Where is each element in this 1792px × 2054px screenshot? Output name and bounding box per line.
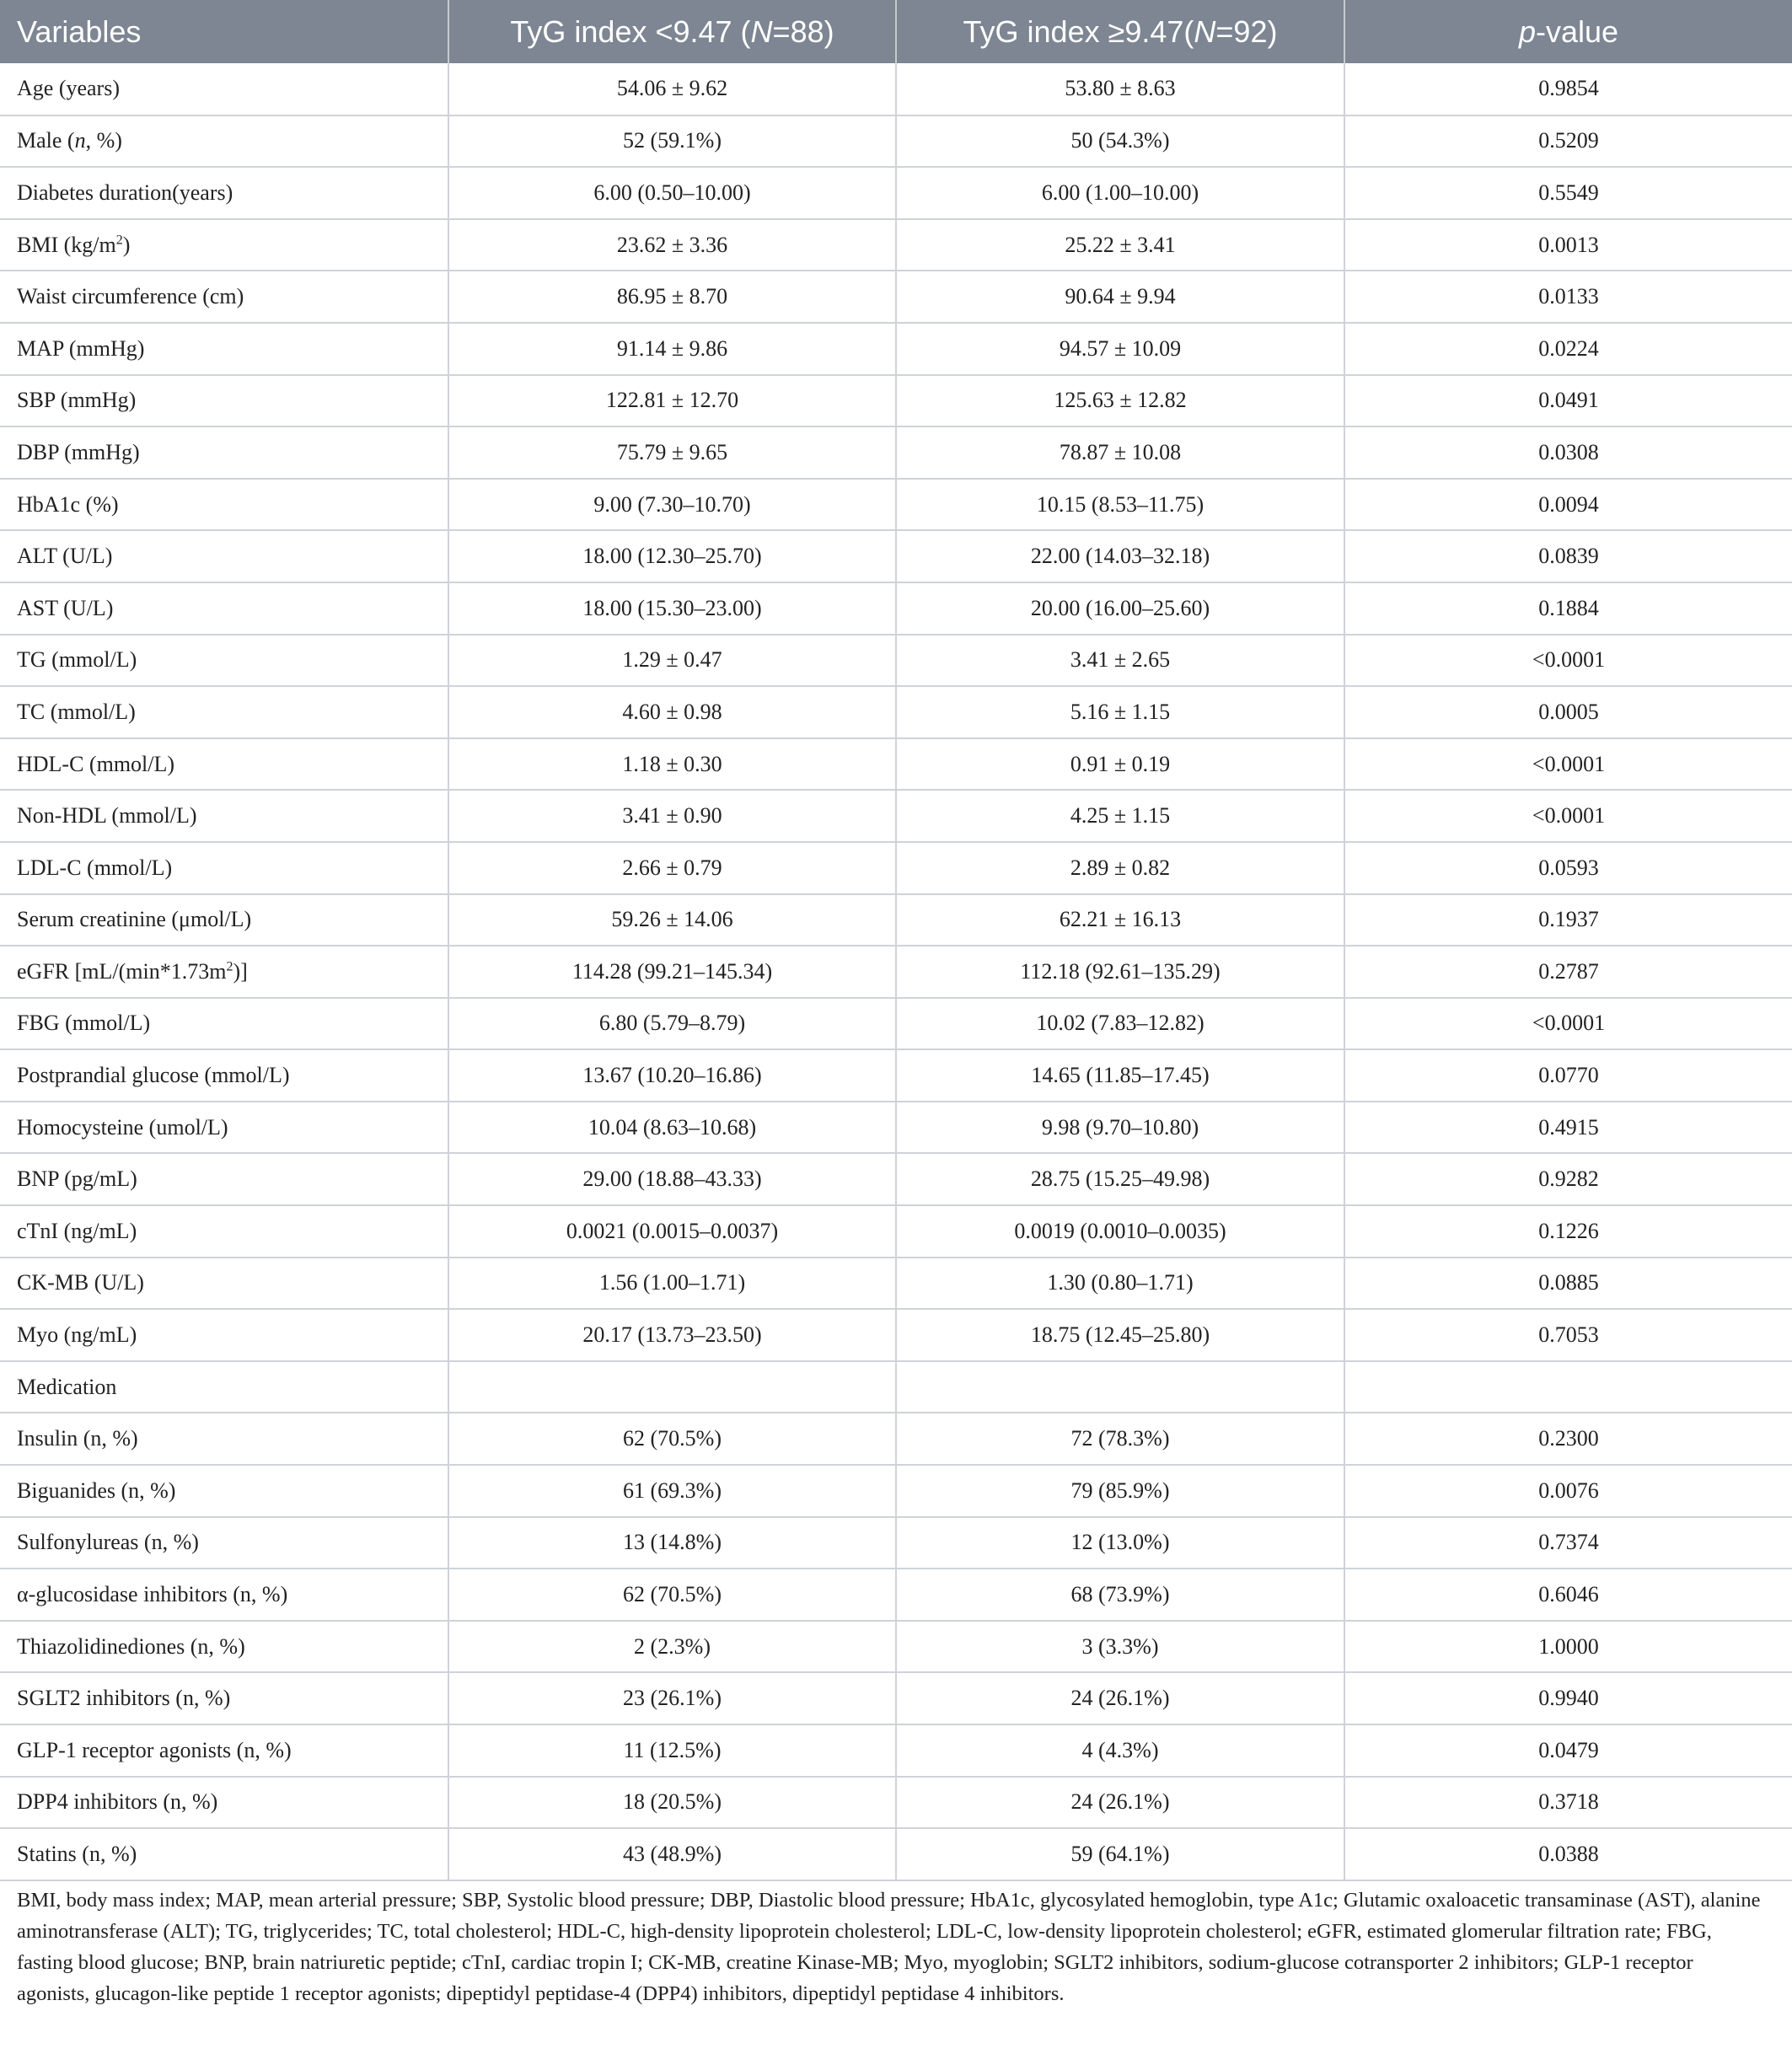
cell-p-value: 0.0479	[1344, 1724, 1792, 1777]
table-row	[0, 1361, 1792, 1413]
cell-high-tyg-value: 12 (13.0%)	[896, 1517, 1344, 1569]
cell-low-tyg-value: 9.00 (7.30–10.70)	[448, 479, 896, 531]
cell-p-value: 0.9854	[1344, 63, 1792, 115]
cell-low-tyg-value: 1.18 ± 0.30	[448, 738, 896, 791]
table-row	[0, 219, 1792, 271]
table-row	[0, 1049, 1792, 1102]
cell-low-tyg-value: 13 (14.8%)	[448, 1517, 896, 1569]
cell-low-tyg-value: 29.00 (18.88–43.33)	[448, 1153, 896, 1205]
cell-p-value: 0.7374	[1344, 1517, 1792, 1569]
cell-high-tyg-value: 79 (85.9%)	[896, 1465, 1344, 1517]
cell-p-value	[1344, 1361, 1792, 1413]
table-row	[0, 635, 1792, 687]
cell-low-tyg-value: 18 (20.5%)	[448, 1777, 896, 1829]
cell-p-value: 0.0388	[1344, 1828, 1792, 1880]
cell-variable: Insulin (n, %)	[17, 1426, 138, 1451]
cell-low-tyg-value: 2 (2.3%)	[448, 1621, 896, 1673]
cell-variable: Serum creatinine (μmol/L)	[17, 907, 252, 932]
table-row	[0, 790, 1792, 842]
cell-high-tyg-value: 10.02 (7.83–12.82)	[896, 998, 1344, 1050]
cell-variable: LDL-C (mmol/L)	[17, 855, 173, 880]
cell-p-value: <0.0001	[1344, 738, 1792, 791]
cell-low-tyg-value: 18.00 (12.30–25.70)	[448, 530, 896, 582]
table-row	[0, 1153, 1792, 1205]
header-p-value: p-value	[1344, 0, 1792, 63]
cell-high-tyg-value: 20.00 (16.00–25.60)	[896, 582, 1344, 635]
table-row	[0, 686, 1792, 738]
cell-p-value: 0.0593	[1344, 842, 1792, 894]
cell-p-value: <0.0001	[1344, 998, 1792, 1050]
header-row	[0, 0, 1792, 63]
cell-high-tyg-value: 2.89 ± 0.82	[896, 842, 1344, 894]
cell-p-value: 0.0133	[1344, 271, 1792, 323]
cell-high-tyg-value: 3.41 ± 2.65	[896, 635, 1344, 687]
cell-variable: Postprandial glucose (mmol/L)	[17, 1063, 290, 1088]
cell-variable: Myo (ng/mL)	[17, 1322, 137, 1348]
table-row	[0, 530, 1792, 582]
cell-p-value: 0.0308	[1344, 426, 1792, 479]
cell-low-tyg-value: 91.14 ± 9.86	[448, 323, 896, 375]
cell-high-tyg-value: 4.25 ± 1.15	[896, 790, 1344, 842]
cell-low-tyg-value: 1.56 (1.00–1.71)	[448, 1258, 896, 1310]
cell-low-tyg-value: 61 (69.3%)	[448, 1465, 896, 1517]
cell-high-tyg-value: 112.18 (92.61–135.29)	[896, 946, 1344, 998]
cell-high-tyg-value: 9.98 (9.70–10.80)	[896, 1102, 1344, 1154]
cell-p-value: 0.0839	[1344, 530, 1792, 582]
cell-low-tyg-value: 62 (70.5%)	[448, 1413, 896, 1465]
table-row	[0, 323, 1792, 375]
cell-variable: eGFR $[mL/(\min*1.73m^2)]$	[17, 958, 248, 984]
table-row	[0, 1672, 1792, 1724]
cell-p-value: <0.0001	[1344, 635, 1792, 687]
header-low-tyg-group: TyG index <9.47 (N=88)	[448, 0, 896, 63]
cell-p-value: 0.0224	[1344, 323, 1792, 375]
table-row	[0, 115, 1792, 168]
cell-low-tyg-value: 10.04 (8.63–10.68)	[448, 1102, 896, 1154]
cell-variable: SGLT2 inhibitors (n, %)	[17, 1686, 231, 1711]
cell-p-value: 0.2787	[1344, 946, 1792, 998]
cell-high-tyg-value: 68 (73.9%)	[896, 1569, 1344, 1621]
cell-high-tyg-value: 59 (64.1%)	[896, 1828, 1344, 1880]
cell-p-value: 0.0885	[1344, 1258, 1792, 1310]
cell-p-value: 0.7053	[1344, 1309, 1792, 1361]
cell-low-tyg-value: 4.60 ± 0.98	[448, 686, 896, 738]
cell-low-tyg-value: 59.26 ± 14.06	[448, 894, 896, 947]
cell-variable: Homocysteine (umol/L)	[17, 1114, 228, 1140]
cell-variable: Statins (n, %)	[17, 1841, 137, 1866]
table-row	[0, 1828, 1792, 1880]
table-body	[0, 63, 1792, 1880]
cell-high-tyg-value: 0.91 ± 0.19	[896, 738, 1344, 791]
cell-low-tyg-value: 20.17 (13.73–23.50)	[448, 1309, 896, 1361]
cell-high-tyg-value: 94.57 ± 10.09	[896, 323, 1344, 375]
cell-high-tyg-value: 125.63 ± 12.82	[896, 375, 1344, 427]
table-row	[0, 375, 1792, 427]
cell-high-tyg-value: 24 (26.1%)	[896, 1672, 1344, 1724]
cell-low-tyg-value: 43 (48.9%)	[448, 1828, 896, 1880]
cell-p-value: 0.9940	[1344, 1672, 1792, 1724]
table-row	[0, 1777, 1792, 1829]
header-high-tyg-group: TyG index ≥9.47(N=92)	[896, 0, 1344, 63]
cell-high-tyg-value: 90.64 ± 9.94	[896, 271, 1344, 323]
cell-high-tyg-value: 28.75 (15.25–49.98)	[896, 1153, 1344, 1205]
cell-p-value: 0.0770	[1344, 1049, 1792, 1102]
table-row	[0, 1621, 1792, 1673]
cell-low-tyg-value: 23.62 ± 3.36	[448, 219, 896, 271]
table-row	[0, 842, 1792, 894]
cell-high-tyg-value: 53.80 ± 8.63	[896, 63, 1344, 115]
cell-high-tyg-value: 4 (4.3%)	[896, 1724, 1344, 1777]
cell-variable: FBG (mmol/L)	[17, 1011, 151, 1036]
cell-low-tyg-value: 52 (59.1%)	[448, 115, 896, 168]
cell-high-tyg-value: 22.00 (14.03–32.18)	[896, 530, 1344, 582]
cell-high-tyg-value: 3 (3.3%)	[896, 1621, 1344, 1673]
header-variables: Variables	[17, 13, 142, 49]
table-row	[0, 1413, 1792, 1465]
cell-high-tyg-value: 0.0019 (0.0010–0.0035)	[896, 1205, 1344, 1258]
cell-low-tyg-value: 6.80 (5.79–8.79)	[448, 998, 896, 1050]
cell-p-value: 0.1884	[1344, 582, 1792, 635]
table-row	[0, 1205, 1792, 1258]
table-row	[0, 1258, 1792, 1310]
cell-variable: cTnI (ng/mL)	[17, 1218, 137, 1243]
cell-high-tyg-value: 78.87 ± 10.08	[896, 426, 1344, 479]
cell-high-tyg-value: 5.16 ± 1.15	[896, 686, 1344, 738]
cell-low-tyg-value: 114.28 (99.21–145.34)	[448, 946, 896, 998]
cell-p-value: 0.4915	[1344, 1102, 1792, 1154]
cell-p-value: 0.1226	[1344, 1205, 1792, 1258]
table-header	[0, 0, 1792, 63]
cell-variable: SBP (mmHg)	[17, 388, 137, 413]
cell-high-tyg-value: 1.30 (0.80–1.71)	[896, 1258, 1344, 1310]
cell-low-tyg-value: 75.79 ± 9.65	[448, 426, 896, 479]
cell-variable: GLP-1 receptor agonists (n, %)	[17, 1737, 292, 1762]
cell-low-tyg-value	[448, 1361, 896, 1413]
cell-variable: AST (U/L)	[17, 595, 114, 620]
cell-low-tyg-value: 18.00 (15.30–23.00)	[448, 582, 896, 635]
cell-low-tyg-value: 6.00 (0.50–10.00)	[448, 167, 896, 219]
cell-high-tyg-value: 6.00 (1.00–10.00)	[896, 167, 1344, 219]
cell-low-tyg-value: 3.41 ± 0.90	[448, 790, 896, 842]
cell-low-tyg-value: 2.66 ± 0.79	[448, 842, 896, 894]
cell-variable: HbA1c (%)	[17, 491, 119, 517]
table-row	[0, 479, 1792, 531]
cell-low-tyg-value: 23 (26.1%)	[448, 1672, 896, 1724]
cell-p-value: 0.0094	[1344, 479, 1792, 531]
cell-p-value: <0.0001	[1344, 790, 1792, 842]
cell-p-value: 0.3718	[1344, 1777, 1792, 1829]
cell-high-tyg-value: 72 (78.3%)	[896, 1413, 1344, 1465]
cell-high-tyg-value: 50 (54.3%)	[896, 115, 1344, 168]
cell-high-tyg-value: 10.15 (8.53–11.75)	[896, 479, 1344, 531]
cell-variable: CK-MB (U/L)	[17, 1270, 144, 1295]
table-row	[0, 1465, 1792, 1517]
cell-low-tyg-value: 122.81 ± 12.70	[448, 375, 896, 427]
cell-high-tyg-value	[896, 1361, 1344, 1413]
table-row	[0, 167, 1792, 219]
cell-p-value: 0.0491	[1344, 375, 1792, 427]
table-footnote: BMI, body mass index; MAP, mean arterial pressure; SBP, Systolic blood pressure; DBP, Diastolic blood pressure; HbA1c, glycosylated hemoglobin, type A1c; Glutamic oxaloacetic transaminase (AST), alanine aminotransferase (ALT); TG, triglycerides; TC, total cholesterol; HDL-C, high-density lipoprotein cholesterol; LDL-C, low-density lipoprotein cholesterol; eGFR, estimated glomerular filtration rate; FBG, fasting blood glucose; BNP, brain natriuretic peptide; cTnI, cardiac tropin I; CK-MB, creatine Kinase-MB; Myo, myoglobin; SGLT2 inhibitors, sodium-glucose cotransporter 2 inhibitors; GLP-1 receptor agonists, glucagon-like peptide 1 receptor agonists; dipeptidyl peptidase-4 (DPP4) inhibitors, dipeptidyl peptidase 4 inhibitors.	[17, 1889, 1761, 2005]
cell-variable: Diabetes duration(years)	[17, 180, 233, 205]
cell-high-tyg-value: 14.65 (11.85–17.45)	[896, 1049, 1344, 1102]
cell-variable: Male (n, %)	[17, 128, 122, 153]
cell-p-value: 0.5209	[1344, 115, 1792, 168]
cell-variable: Sulfonylureas (n, %)	[17, 1530, 199, 1555]
cell-p-value: 0.5549	[1344, 167, 1792, 219]
cell-p-value: 0.1937	[1344, 894, 1792, 947]
table-row	[0, 1517, 1792, 1569]
cell-p-value: 1.0000	[1344, 1621, 1792, 1673]
table-row	[0, 998, 1792, 1050]
table-row	[0, 894, 1792, 947]
table-row	[0, 1102, 1792, 1154]
table-row	[0, 426, 1792, 479]
cell-variable: Thiazolidinediones (n, %)	[17, 1633, 245, 1659]
cell-variable: BNP (pg/mL)	[17, 1166, 137, 1192]
cell-high-tyg-value: 25.22 ± 3.41	[896, 219, 1344, 271]
cell-variable: BMI $(kg/m^2)$	[17, 232, 131, 257]
table-row	[0, 946, 1792, 998]
table-row	[0, 63, 1792, 115]
cell-low-tyg-value: 86.95 ± 8.70	[448, 271, 896, 323]
cell-high-tyg-value: 24 (26.1%)	[896, 1777, 1344, 1829]
cell-variable: TC (mmol/L)	[17, 699, 136, 724]
cell-variable: Biguanides (n, %)	[17, 1477, 176, 1503]
cell-low-tyg-value: 11 (12.5%)	[448, 1724, 896, 1777]
cell-variable: DPP4 inhibitors (n, %)	[17, 1789, 218, 1815]
cell-low-tyg-value: 0.0021 (0.0015–0.0037)	[448, 1205, 896, 1258]
table-row	[0, 271, 1792, 323]
cell-variable: MAP (mmHg)	[17, 335, 145, 361]
cell-variable: DBP (mmHg)	[17, 439, 140, 464]
table-row	[0, 1724, 1792, 1777]
cell-variable: HDL-C (mmol/L)	[17, 751, 175, 776]
cell-low-tyg-value: 54.06 ± 9.62	[448, 63, 896, 115]
cell-p-value: 0.0005	[1344, 686, 1792, 738]
table-row	[0, 738, 1792, 791]
cell-low-tyg-value: 13.67 (10.20–16.86)	[448, 1049, 896, 1102]
cell-p-value: 0.0076	[1344, 1465, 1792, 1517]
cell-low-tyg-value: 1.29 ± 0.47	[448, 635, 896, 687]
cell-variable: TG (mmol/L)	[17, 647, 137, 673]
table-row	[0, 1569, 1792, 1621]
cell-p-value: 0.6046	[1344, 1569, 1792, 1621]
cell-variable: ALT (U/L)	[17, 544, 113, 569]
cell-p-value: 0.2300	[1344, 1413, 1792, 1465]
cell-p-value: 0.0013	[1344, 219, 1792, 271]
cell-variable: Waist circumference (cm)	[17, 284, 244, 309]
cell-p-value: 0.9282	[1344, 1153, 1792, 1205]
cell-high-tyg-value: 18.75 (12.45–25.80)	[896, 1309, 1344, 1361]
table-row	[0, 1309, 1792, 1361]
cell-variable: Medication	[17, 1374, 117, 1399]
cell-variable: α-glucosidase inhibitors (n, %)	[17, 1582, 288, 1607]
cell-high-tyg-value: 62.21 ± 16.13	[896, 894, 1344, 947]
table-row	[0, 582, 1792, 635]
cell-variable: Age (years)	[17, 76, 120, 101]
cell-variable: Non-HDL (mmol/L)	[17, 803, 197, 829]
cell-low-tyg-value: 62 (70.5%)	[448, 1569, 896, 1621]
